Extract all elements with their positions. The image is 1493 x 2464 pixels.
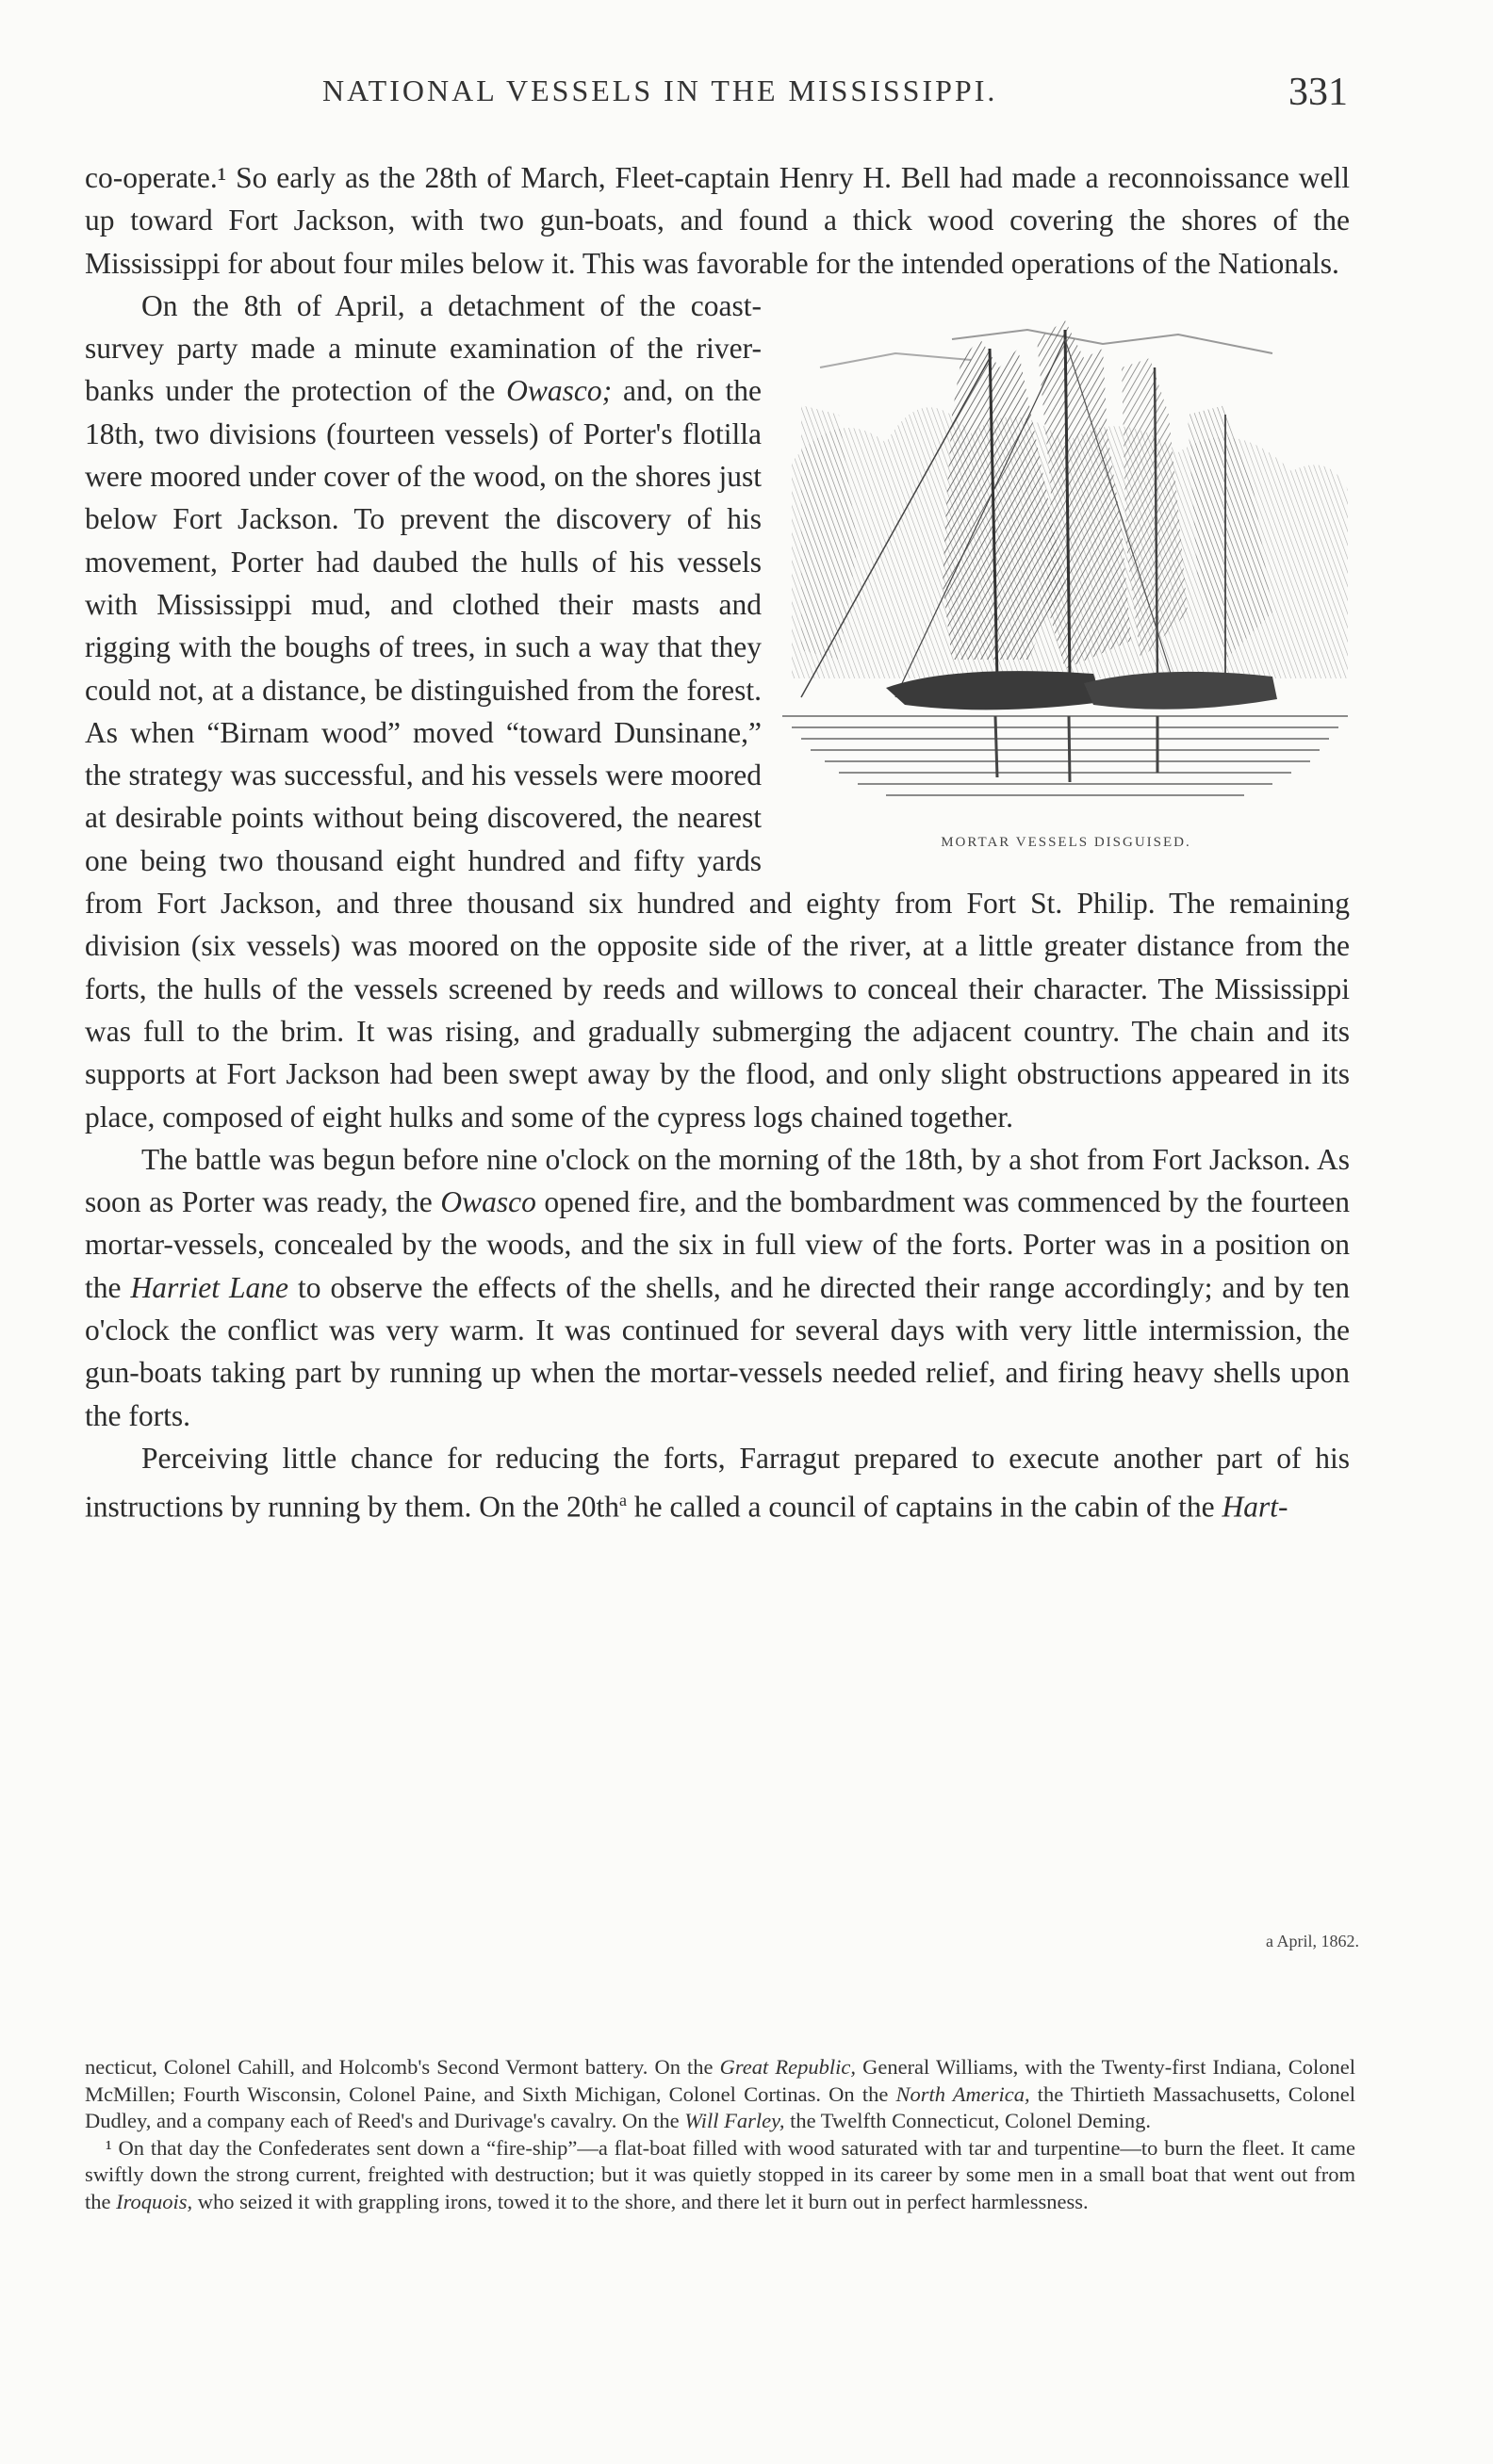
paragraph-4-text-b: he called a council of captains in the cabin of the xyxy=(626,1490,1222,1524)
main-text xyxy=(85,156,1350,1528)
footnote-1 xyxy=(85,2135,1355,2216)
footnote-marker-a: a xyxy=(618,1491,627,1510)
ship-name-iroquois: Iroquois, xyxy=(116,2189,193,2213)
ship-name-north-america: North America, xyxy=(895,2081,1030,2106)
paragraph-1: co-operate.¹ So early as the 28th of March, Fleet-captain Henry H. Bell had made a reconnoissance well up toward Fort Jackson, with two gun-boats, and found a thick wood covering the shores of the Mississippi for about four miles below it. This was favorable for the intended operations of the Nationals. xyxy=(85,161,1350,280)
paragraph-3 xyxy=(85,1138,1350,1437)
ship-name-will-farley: Will Farley, xyxy=(684,2109,785,2133)
paragraph-3-text-a: The battle was begun before nine o'clock on the morning of the 18th, by a shot from Fort Jackson. As soon as Porter was ready, the xyxy=(85,1142,1350,1219)
ship-name-hartford: Hart- xyxy=(1222,1490,1288,1524)
illustration-figure xyxy=(782,285,1350,878)
paragraph-2-text-b: and, on the 18th, two divisions (fourteen vessels) of Porter's flotilla were moored under cover of the wood, on the shores just below Fort Jackson. To prevent the discovery of his movement, Porter had daubed the hulls of his vessels with Mississippi mud, and clothed their masts and rigging with the boughs of trees, in such a way that they could not, at a distance, be distinguished from the forest. As when “Birnam wood” moved “toward Dunsinane,” the strategy was successful, and his vessels were moored at desirable points without being discovered, the nearest one being two thousand eight hundred and fifty yards from Fort Jackson, and three thousand six hundred and eighty from Fort St. Philip. The remaining division (six vessels) was moored on the opposite side of the river, at a little greater distance from the forts, the hulls of the vessels screened by reeds and willows to conceal their character. The Mississippi was full to the brim. It was rising, and gradually submerging the adjacent country. The chain and its supports at Fort Jackson had been swept away by the flood, and only slight obstructions appeared in its place, composed of eight hulks and some of the cypress logs chained together. xyxy=(85,374,1350,1134)
page-number: 331 xyxy=(1288,71,1348,114)
footnote-1-text-b: General Williams, with the Twenty-first Indiana, Colonel McMillen; Fourth Wisconsin, Colonel Paine, and Sixth Michigan, Colonel Cortinas. On the xyxy=(85,2055,1355,2106)
footnote-continued xyxy=(85,2054,1355,2135)
ship-name-owasco: Owasco; xyxy=(506,374,613,408)
paragraph-4-text-a: Perceiving little chance for reducing the forts, Farragut prepared to execute another part of his instructions by running by them. On the 20th xyxy=(85,1441,1350,1524)
margin-date-note: a April, 1862. xyxy=(1266,1932,1359,1950)
ship-name-owasco-2: Owasco xyxy=(440,1185,536,1219)
footnotes xyxy=(85,2054,1355,2216)
page-header xyxy=(85,70,1348,117)
footnote-2-text-b: who seized it with grappling irons, towed it to the shore, and there let it burn out in perfect harmlessness. xyxy=(192,2189,1089,2213)
ship-name-harriet-lane: Harriet Lane xyxy=(130,1270,289,1304)
footnote-2-text-a: ¹ On that day the Confederates sent down a “fire-ship”—a flat-boat filled with wood saturated with tar and turpentine—to burn the fleet. It came swiftly down the strong current, freighted with destruction; but it was quietly stopped in its career by some men in a small boat that went out from the xyxy=(85,2135,1355,2213)
paragraph-3-text-b: opened fire, and the bombardment was commenced by the fourteen mortar-vessels, concealed by the woods, and the six in full view of the forts. Porter was in a position on the xyxy=(85,1185,1350,1304)
figure-caption: MORTAR VESSELS DISGUISED. xyxy=(941,834,1191,850)
ship-name-great-republic: Great Republic, xyxy=(719,2055,856,2079)
mortar-vessels-engraving xyxy=(782,302,1350,818)
paragraph-4 xyxy=(85,1437,1350,1528)
paragraph-3-text-c: to observe the effects of the shells, and he directed their range accordingly; and by ten o'clock the conflict was very warm. It was continued for several days with very little intermission, the gun-boats taking part by running up when the mortar-vessels needed relief, and firing heavy shells upon the forts. xyxy=(85,1270,1351,1432)
running-title: NATIONAL VESSELS IN THE MISSISSIPPI. xyxy=(322,73,998,107)
footnote-1-text-a: necticut, Colonel Cahill, and Holcomb's Second Vermont battery. On the xyxy=(85,2055,720,2079)
paragraph-2-text-a: On the 8th of April, a detachment of the coast-survey party made a minute examination of the river-banks under the protection of the xyxy=(85,288,762,408)
footnote-1-text-c: the Thirtieth Massachusetts, Colonel Dudley, and a company each of Reed's and Durivage's cavalry. On the xyxy=(85,2081,1355,2133)
footnote-1-text-d: the Twelfth Connecticut, Colonel Deming. xyxy=(784,2109,1152,2133)
